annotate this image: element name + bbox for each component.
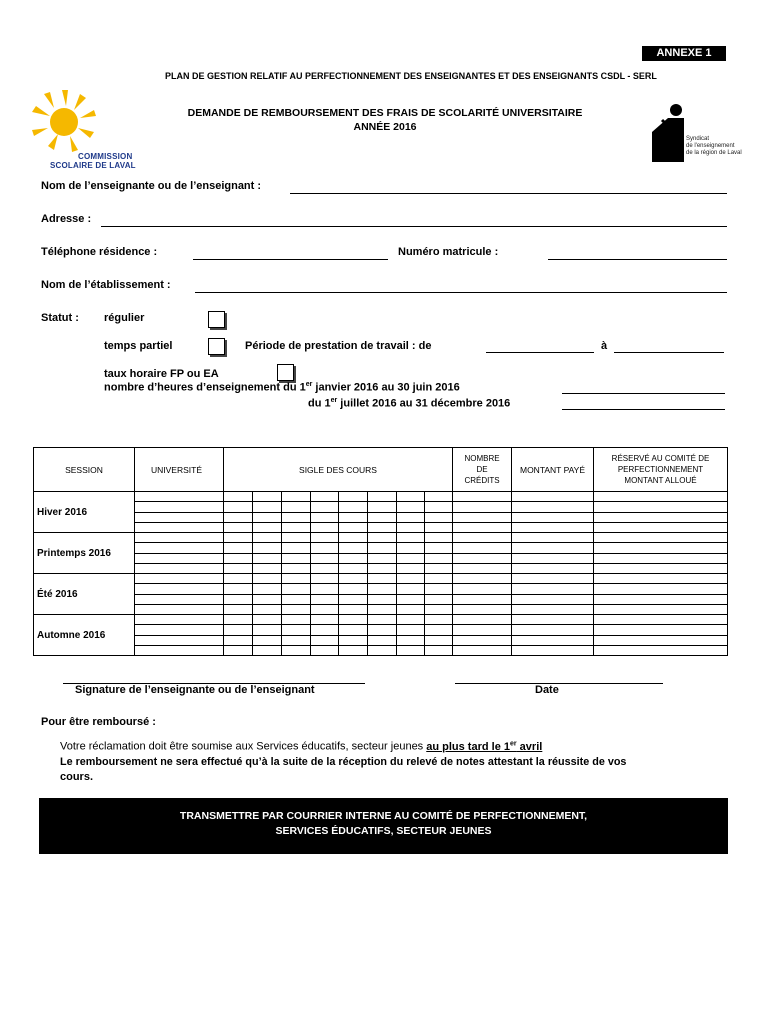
table-cell[interactable]: [339, 513, 368, 523]
table-cell[interactable]: [368, 492, 397, 502]
table-cell[interactable]: [311, 636, 339, 646]
table-cell[interactable]: [512, 605, 594, 615]
matricule-field[interactable]: [548, 259, 727, 260]
table-cell[interactable]: [339, 574, 368, 584]
session-header: SESSION: [34, 448, 135, 492]
table-cell[interactable]: [425, 625, 453, 636]
table-cell[interactable]: [512, 533, 594, 543]
table-cell[interactable]: [311, 615, 339, 625]
table-cell[interactable]: [339, 584, 368, 595]
table-cell[interactable]: [425, 615, 453, 625]
course-header: SIGLE DES COURS: [224, 448, 453, 492]
table-row: [34, 502, 728, 513]
hourly-label: taux horaire FP ou EA: [104, 368, 219, 380]
table-cell[interactable]: [425, 492, 453, 502]
table-header-row: [34, 448, 728, 492]
table-cell[interactable]: [594, 615, 728, 625]
table-cell[interactable]: [224, 636, 253, 646]
table-cell[interactable]: [368, 533, 397, 543]
reimbursement-deadline: Votre réclamation doit être soumise aux Services éducatifs, secteur jeunes au plus tard le 1er avril: [60, 740, 543, 753]
table-cell[interactable]: [594, 502, 728, 513]
table-cell[interactable]: [339, 543, 368, 554]
table-row: [34, 574, 728, 584]
table-cell[interactable]: [368, 646, 397, 656]
table-cell[interactable]: [425, 554, 453, 564]
table-cell[interactable]: [594, 646, 728, 656]
table-cell[interactable]: [253, 533, 282, 543]
establishment-field[interactable]: [195, 292, 727, 293]
table-row: [34, 605, 728, 615]
table-row: [34, 543, 728, 554]
table-cell[interactable]: [453, 636, 512, 646]
address-field[interactable]: [101, 226, 727, 227]
transmit-line-2: SERVICES ÉDUCATIFS, SECTEUR JEUNES: [275, 825, 492, 837]
table-cell[interactable]: [594, 625, 728, 636]
table-cell[interactable]: [397, 615, 425, 625]
table-cell[interactable]: [594, 605, 728, 615]
table-cell[interactable]: [368, 523, 397, 533]
table-cell[interactable]: [282, 646, 311, 656]
table-cell[interactable]: [311, 554, 339, 564]
table-cell[interactable]: [135, 492, 224, 502]
table-cell[interactable]: [425, 636, 453, 646]
table-cell[interactable]: [397, 554, 425, 564]
table-cell[interactable]: [282, 564, 311, 574]
table-cell[interactable]: [224, 554, 253, 564]
university-header: UNIVERSITÉ: [135, 448, 224, 492]
table-cell[interactable]: [224, 533, 253, 543]
table-cell[interactable]: [224, 513, 253, 523]
phone-field[interactable]: [193, 259, 388, 260]
syndicat-logo-text: Syndicat de l'enseignement de la région de Laval: [686, 136, 742, 156]
table-cell[interactable]: [512, 625, 594, 636]
form-year: ANNÉE 2016: [353, 121, 417, 133]
table-cell[interactable]: [135, 543, 224, 554]
part-time-checkbox[interactable]: [208, 338, 225, 355]
establishment-label: Nom de l’établissement :: [41, 279, 171, 291]
reimbursement-condition: Le remboursement ne sera effectué qu’à la suite de la réception du relevé de notes attestant la réussite de vos: [60, 756, 627, 768]
table-cell[interactable]: [425, 595, 453, 605]
table-cell[interactable]: [339, 646, 368, 656]
table-cell[interactable]: [311, 523, 339, 533]
table-cell[interactable]: [224, 584, 253, 595]
table-cell[interactable]: [397, 574, 425, 584]
signature-label: Signature de l’enseignante ou de l’enseignant: [75, 684, 315, 696]
table-cell[interactable]: [282, 492, 311, 502]
table-cell[interactable]: [594, 513, 728, 523]
table-row: [34, 595, 728, 605]
table-row: [34, 513, 728, 523]
table-cell[interactable]: [512, 492, 594, 502]
table-cell[interactable]: [368, 513, 397, 523]
table-cell[interactable]: [512, 636, 594, 646]
table-cell[interactable]: [397, 584, 425, 595]
table-cell[interactable]: [453, 646, 512, 656]
table-row: [34, 564, 728, 574]
table-cell[interactable]: [224, 605, 253, 615]
table-cell[interactable]: [397, 533, 425, 543]
date-line[interactable]: [455, 683, 663, 684]
hourly-checkbox[interactable]: [277, 364, 294, 381]
table-cell[interactable]: [253, 543, 282, 554]
regular-label: régulier: [104, 312, 145, 324]
table-cell[interactable]: [253, 584, 282, 595]
table-cell[interactable]: [282, 523, 311, 533]
period-to-label: à: [601, 340, 608, 352]
table-cell[interactable]: [135, 564, 224, 574]
table-cell[interactable]: [453, 554, 512, 564]
amount-header: MONTANT PAYÉ: [512, 448, 594, 492]
session-cell: Automne 2016: [34, 615, 135, 656]
table-cell[interactable]: [453, 605, 512, 615]
date-label: Date: [535, 684, 559, 696]
table-cell[interactable]: [512, 523, 594, 533]
table-cell[interactable]: [311, 584, 339, 595]
table-cell[interactable]: [282, 543, 311, 554]
phone-label: Téléphone résidence :: [41, 246, 158, 258]
table-cell[interactable]: [368, 625, 397, 636]
table-cell[interactable]: [453, 615, 512, 625]
table-row: [34, 584, 728, 595]
table-row: [34, 615, 728, 625]
transmit-line-1: TRANSMETTRE PAR COURRIER INTERNE AU COMITÉ DE PERFECTIONNEMENT,: [179, 810, 588, 822]
table-cell[interactable]: [425, 523, 453, 533]
table-cell[interactable]: [282, 625, 311, 636]
table-cell[interactable]: [135, 523, 224, 533]
table-cell[interactable]: [253, 615, 282, 625]
table-cell[interactable]: [594, 584, 728, 595]
table-cell[interactable]: [253, 625, 282, 636]
table-cell[interactable]: [311, 492, 339, 502]
table-cell[interactable]: [339, 502, 368, 513]
table-cell[interactable]: [282, 513, 311, 523]
table-cell[interactable]: [512, 595, 594, 605]
table-cell[interactable]: [135, 646, 224, 656]
address-label: Adresse :: [41, 213, 92, 225]
plan-heading: PLAN DE GESTION RELATIF AU PERFECTIONNEMENT DES ENSEIGNANTES ET DES ENSEIGNANTS CSDL - SERL: [165, 71, 657, 81]
table-cell[interactable]: [425, 513, 453, 523]
table-cell[interactable]: [224, 574, 253, 584]
table-cell[interactable]: [224, 615, 253, 625]
table-cell[interactable]: [594, 564, 728, 574]
table-cell[interactable]: [311, 513, 339, 523]
table-cell[interactable]: [135, 513, 224, 523]
table-cell[interactable]: [253, 646, 282, 656]
table-cell[interactable]: [453, 564, 512, 574]
table-cell[interactable]: [311, 595, 339, 605]
table-cell[interactable]: [135, 584, 224, 595]
table-cell[interactable]: [253, 492, 282, 502]
table-cell[interactable]: [368, 564, 397, 574]
annexe-badge: ANNEXE 1: [642, 46, 726, 61]
table-cell[interactable]: [339, 554, 368, 564]
reserved-header: RÉSERVÉ AU COMITÉ DE PERFECTIONNEMENT MONTANT ALLOUÉ: [594, 448, 728, 492]
table-cell[interactable]: [311, 533, 339, 543]
table-cell[interactable]: [311, 564, 339, 574]
table-cell[interactable]: [453, 513, 512, 523]
table-cell[interactable]: [135, 533, 224, 543]
period-to-field[interactable]: [614, 352, 724, 353]
table-cell[interactable]: [368, 636, 397, 646]
table-row: [34, 625, 728, 636]
table-cell[interactable]: [512, 584, 594, 595]
table-cell[interactable]: [224, 625, 253, 636]
table-cell[interactable]: [339, 492, 368, 502]
table-cell[interactable]: [253, 564, 282, 574]
table-cell[interactable]: [453, 533, 512, 543]
table-cell[interactable]: [339, 564, 368, 574]
reimbursement-heading: Pour être remboursé :: [41, 716, 156, 728]
table-row: [34, 533, 728, 543]
hours-first-half-label: nombre d’heures d’enseignement du 1er janvier 2016 au 30 juin 2016: [104, 381, 460, 394]
table-cell[interactable]: [224, 543, 253, 554]
table-cell[interactable]: [253, 605, 282, 615]
table-row: [34, 646, 728, 656]
table-cell[interactable]: [512, 646, 594, 656]
table-cell[interactable]: [339, 615, 368, 625]
table-cell[interactable]: [253, 554, 282, 564]
courses-table: [33, 447, 728, 656]
table-cell[interactable]: [453, 502, 512, 513]
table-cell[interactable]: [594, 554, 728, 564]
table-cell[interactable]: [282, 554, 311, 564]
table-cell[interactable]: [512, 513, 594, 523]
transmit-instructions-box: [39, 798, 728, 854]
table-cell[interactable]: [512, 554, 594, 564]
table-cell[interactable]: [339, 625, 368, 636]
table-cell[interactable]: [425, 564, 453, 574]
table-cell[interactable]: [425, 584, 453, 595]
table-cell[interactable]: [311, 543, 339, 554]
session-cell: Été 2016: [34, 574, 135, 615]
reimbursement-condition-end: cours.: [60, 771, 94, 783]
table-cell[interactable]: [253, 523, 282, 533]
table-cell[interactable]: [253, 513, 282, 523]
table-cell[interactable]: [368, 615, 397, 625]
table-cell[interactable]: [368, 605, 397, 615]
table-cell[interactable]: [282, 636, 311, 646]
csdl-logo-text: COMMISSION SCOLAIRE DE LAVAL: [50, 152, 136, 170]
table-cell[interactable]: [512, 502, 594, 513]
table-cell[interactable]: [368, 574, 397, 584]
table-row: [34, 492, 728, 502]
table-cell[interactable]: [512, 543, 594, 554]
table-cell[interactable]: [224, 492, 253, 502]
table-cell[interactable]: [453, 595, 512, 605]
table-cell[interactable]: [368, 595, 397, 605]
table-cell[interactable]: [425, 605, 453, 615]
table-cell[interactable]: [594, 492, 728, 502]
table-cell[interactable]: [311, 646, 339, 656]
table-cell[interactable]: [339, 605, 368, 615]
hours-second-half-label: du 1er juillet 2016 au 31 décembre 2016: [308, 397, 511, 410]
part-time-label: temps partiel: [104, 340, 173, 352]
table-cell[interactable]: [397, 636, 425, 646]
session-cell: Printemps 2016: [34, 533, 135, 574]
credits-header: NOMBRE DE CRÉDITS: [453, 448, 512, 492]
name-label: Nom de l’enseignante ou de l’enseignant :: [41, 180, 262, 192]
matricule-label: Numéro matricule :: [398, 246, 499, 258]
table-cell[interactable]: [135, 625, 224, 636]
table-cell[interactable]: [224, 595, 253, 605]
table-cell[interactable]: [135, 574, 224, 584]
table-cell[interactable]: [453, 584, 512, 595]
table-cell[interactable]: [224, 564, 253, 574]
session-cell: Hiver 2016: [34, 492, 135, 533]
hours-first-half-field[interactable]: [562, 393, 725, 394]
table-cell[interactable]: [282, 533, 311, 543]
table-cell[interactable]: [453, 625, 512, 636]
table-cell[interactable]: [368, 584, 397, 595]
table-cell[interactable]: [311, 502, 339, 513]
table-cell[interactable]: [135, 636, 224, 646]
table-cell[interactable]: [282, 502, 311, 513]
status-label: Statut :: [41, 312, 79, 324]
table-cell[interactable]: [311, 625, 339, 636]
table-cell[interactable]: [425, 502, 453, 513]
table-row: [34, 636, 728, 646]
table-cell[interactable]: [425, 574, 453, 584]
table-cell[interactable]: [425, 646, 453, 656]
table-cell[interactable]: [397, 595, 425, 605]
table-cell[interactable]: [135, 605, 224, 615]
table-cell[interactable]: [368, 502, 397, 513]
table-cell[interactable]: [282, 584, 311, 595]
table-cell[interactable]: [253, 636, 282, 646]
table-cell[interactable]: [453, 523, 512, 533]
table-cell[interactable]: [339, 533, 368, 543]
table-cell[interactable]: [594, 543, 728, 554]
table-cell[interactable]: [282, 574, 311, 584]
table-cell[interactable]: [135, 502, 224, 513]
table-cell[interactable]: [397, 543, 425, 554]
table-cell[interactable]: [339, 636, 368, 646]
table-row: [34, 554, 728, 564]
table-cell[interactable]: [512, 574, 594, 584]
hours-second-half-field[interactable]: [562, 409, 725, 410]
table-cell[interactable]: [453, 574, 512, 584]
table-cell[interactable]: [282, 595, 311, 605]
table-cell[interactable]: [224, 523, 253, 533]
period-label: Période de prestation de travail : de: [245, 340, 432, 352]
table-cell[interactable]: [425, 533, 453, 543]
table-cell[interactable]: [425, 543, 453, 554]
table-row: [34, 523, 728, 533]
table-cell[interactable]: [397, 625, 425, 636]
table-cell[interactable]: [311, 574, 339, 584]
table-cell[interactable]: [397, 492, 425, 502]
table-cell[interactable]: [253, 574, 282, 584]
table-cell[interactable]: [453, 543, 512, 554]
table-cell[interactable]: [253, 595, 282, 605]
table-cell[interactable]: [135, 615, 224, 625]
table-cell[interactable]: [594, 574, 728, 584]
table-cell[interactable]: [368, 543, 397, 554]
period-from-field[interactable]: [486, 352, 594, 353]
table-cell[interactable]: [135, 554, 224, 564]
name-field[interactable]: [290, 193, 727, 194]
table-cell[interactable]: [594, 523, 728, 533]
table-cell[interactable]: [253, 502, 282, 513]
table-cell[interactable]: [339, 523, 368, 533]
table-cell[interactable]: [594, 636, 728, 646]
table-cell[interactable]: [282, 605, 311, 615]
table-cell[interactable]: [368, 554, 397, 564]
table-cell[interactable]: [512, 615, 594, 625]
table-cell[interactable]: [339, 595, 368, 605]
table-cell[interactable]: [397, 605, 425, 615]
table-cell[interactable]: [397, 646, 425, 656]
table-cell[interactable]: [397, 513, 425, 523]
table-cell[interactable]: [282, 615, 311, 625]
table-cell[interactable]: [135, 595, 224, 605]
table-cell[interactable]: [397, 502, 425, 513]
table-cell[interactable]: [453, 492, 512, 502]
table-cell[interactable]: [311, 605, 339, 615]
table-cell[interactable]: [512, 564, 594, 574]
regular-checkbox[interactable]: [208, 311, 225, 328]
table-cell[interactable]: [397, 523, 425, 533]
table-cell[interactable]: [397, 564, 425, 574]
table-cell[interactable]: [594, 533, 728, 543]
form-title: DEMANDE DE REMBOURSEMENT DES FRAIS DE SCOLARITÉ UNIVERSITAIRE: [187, 107, 583, 119]
table-cell[interactable]: [594, 595, 728, 605]
table-cell[interactable]: [224, 646, 253, 656]
table-cell[interactable]: [224, 502, 253, 513]
